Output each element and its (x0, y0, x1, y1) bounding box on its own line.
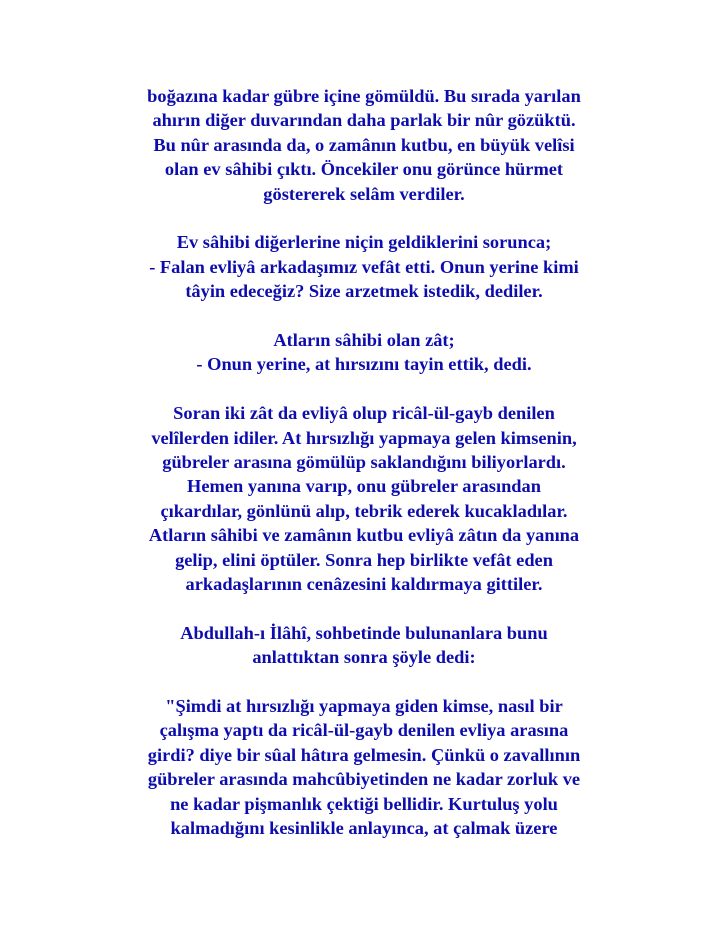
text-line: Hemen yanına varıp, onu gübreler arasından (187, 476, 541, 497)
document-body (108, 84, 620, 865)
text-line: - Onun yerine, at hırsızını tayin ettik, dedi. (196, 354, 532, 375)
paragraph-4 (108, 401, 620, 596)
text-line: "Şimdi at hırsızlığı yapmaya giden kimse, nasıl bir (165, 696, 563, 717)
text-line: göstererek selâm verdiler. (263, 183, 465, 204)
text-line: gelip, elini öptüler. Sonra hep birlikte vefât eden (175, 549, 553, 570)
text-line: ahırın diğer duvarından daha parlak bir nûr gözüktü. (152, 110, 576, 131)
paragraph-6 (108, 694, 620, 840)
text-line: girdi? diye bir sûal hâtıra gelmesin. Çünkü o zavallının (147, 744, 581, 765)
text-line: boğazına kadar gübre içine gömüldü. Bu sırada yarılan (147, 86, 581, 106)
text-line: kalmadığını kesinlikle anlayınca, at çalmak üzere (170, 818, 558, 839)
text-line: Ev sâhibi diğerlerine niçin geldiklerini sorunca; (176, 232, 552, 253)
text-line: gübreler arasına gömülüp saklandığını biliyorlardı. (162, 452, 566, 473)
text-line: çalışma yaptı da ricâl-ül-gayb denilen evliya arasına (159, 720, 569, 741)
text-line: Atların sâhibi ve zamânın kutbu evliyâ zâtın da yanına (148, 525, 580, 546)
text-line: gübreler arasında mahcûbiyetinden ne kadar zorluk ve (147, 769, 581, 790)
text-line: anlattıktan sonra şöyle dedi: (252, 647, 476, 668)
text-line: Bu nûr arasında da, o zamânın kutbu, en büyük velîsi (153, 134, 575, 155)
text-line: tâyin edeceğiz? Size arzetmek istedik, dediler. (185, 281, 543, 302)
text-line: Soran iki zât da evliyâ olup ricâl-ül-gayb denilen (173, 403, 555, 424)
paragraph-2 (108, 230, 620, 303)
paragraph-1 (108, 84, 620, 206)
text-line: olan ev sâhibi çıktı. Öncekiler onu görünce hürmet (164, 159, 564, 180)
text-line: Abdullah-ı İlâhî, sohbetinde bulunanlara bunu (180, 622, 548, 643)
paragraph-5 (108, 621, 620, 670)
text-line: - Falan evliyâ arkadaşımız vefât etti. Onun yerine kimi (149, 256, 579, 277)
text-line: Atların sâhibi olan zât; (273, 330, 455, 351)
text-line: arkadaşlarının cenâzesini kaldırmaya gittiler. (185, 574, 543, 595)
text-line: velîlerden idiler. At hırsızlığı yapmaya gelen kimsenin, (151, 427, 577, 448)
text-line: ne kadar pişmanlık çektiği bellidir. Kurtuluş yolu (170, 793, 558, 814)
paragraph-3 (108, 328, 620, 377)
text-line: çıkardılar, gönlünü alıp, tebrik ederek kucakladılar. (160, 500, 568, 521)
